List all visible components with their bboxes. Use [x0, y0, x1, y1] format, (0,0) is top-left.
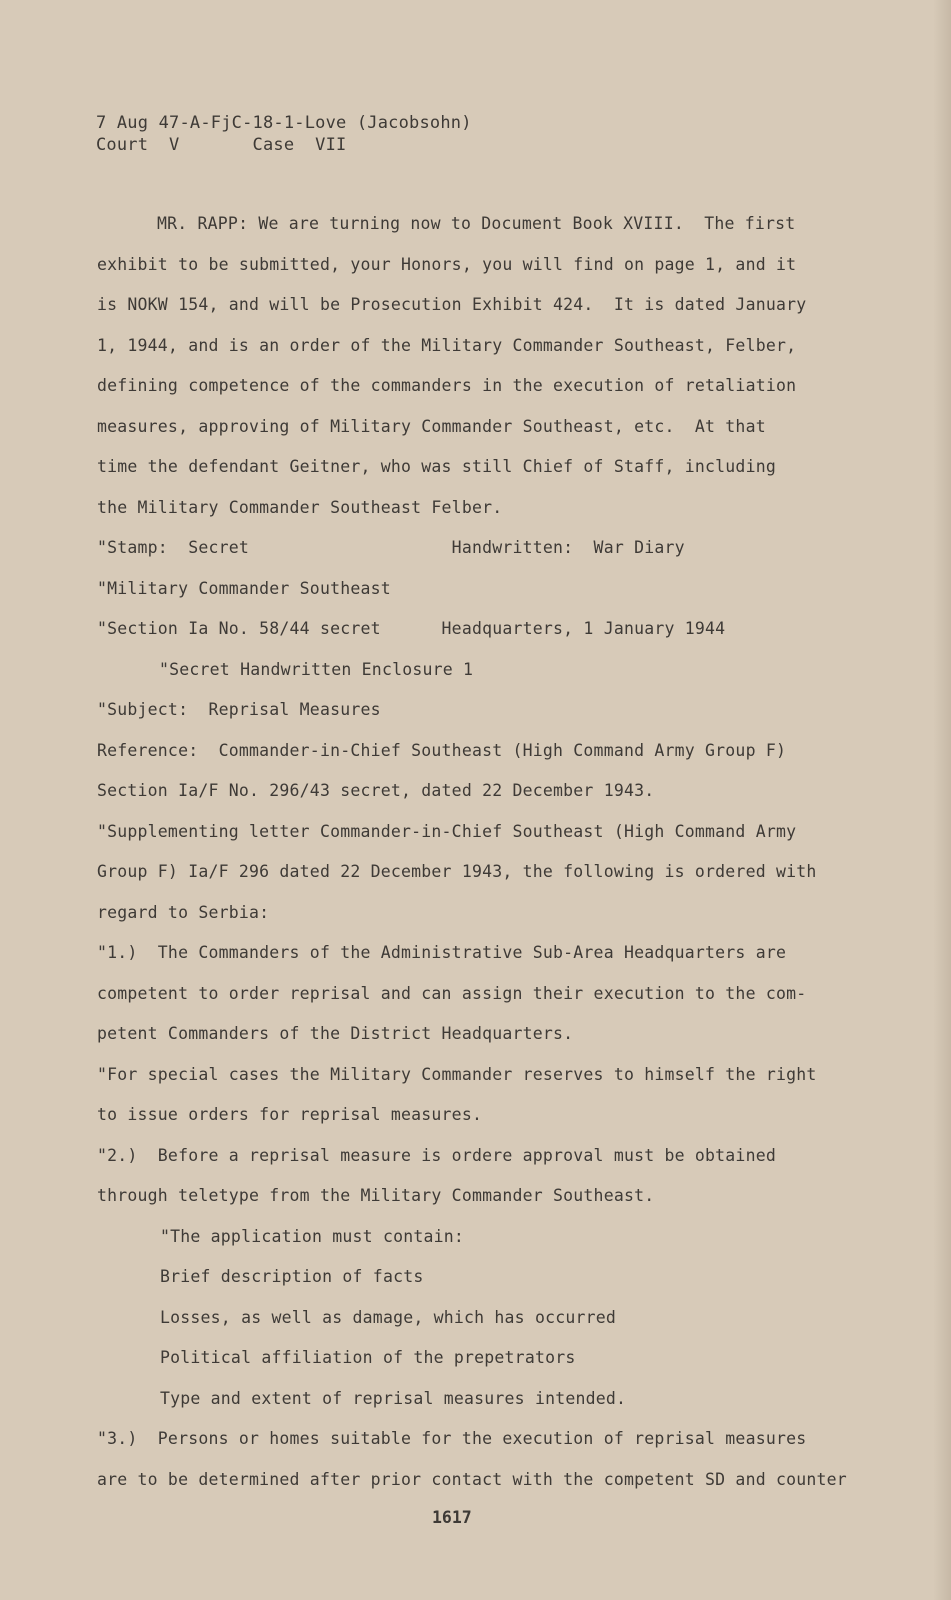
body-line: "Secret Handwritten Enclosure 1 — [159, 660, 474, 679]
body-line: "Stamp: Secret Handwritten: War Diary — [97, 538, 685, 557]
body-line: "3.) Persons or homes suitable for the execution of reprisal measures — [97, 1429, 807, 1448]
body-line: "The application must contain: — [160, 1227, 465, 1246]
body-line: to issue orders for reprisal measures. — [97, 1105, 483, 1124]
body-line: are to be determined after prior contact with the competent SD and counter — [97, 1470, 847, 1489]
body-line: the Military Commander Southeast Felber. — [97, 498, 503, 517]
body-line: measures, approving of Military Commander Southeast, etc. At that — [97, 417, 766, 436]
body-line: Political affiliation of the prepetrators — [160, 1348, 576, 1367]
body-line: Reference: Commander-in-Chief Southeast (High Command Army Group F) — [97, 741, 787, 760]
body-line: "For special cases the Military Commander reserves to himself the right — [97, 1065, 817, 1084]
body-line: "Subject: Reprisal Measures — [97, 700, 381, 719]
page-number: 1617 — [432, 1508, 472, 1527]
body-line: Section Ia/F No. 296/43 secret, dated 22 December 1943. — [97, 781, 655, 800]
body-line: is NOKW 154, and will be Prosecution Exhibit 424. It is dated January — [97, 295, 807, 314]
body-line: Brief description of facts — [160, 1267, 424, 1286]
body-line: Group F) Ia/F 296 dated 22 December 1943, the following is ordered with — [97, 862, 817, 881]
body-line: time the defendant Geitner, who was still Chief of Staff, including — [97, 457, 776, 476]
body-line: Type and extent of reprisal measures intended. — [160, 1389, 627, 1408]
body-line: petent Commanders of the District Headquarters. — [97, 1024, 574, 1043]
header-line-2: Court V Case VII — [96, 135, 347, 155]
body-line: Losses, as well as damage, which has occurred — [160, 1308, 617, 1327]
body-line: "Supplementing letter Commander-in-Chief Southeast (High Command Army — [97, 822, 797, 841]
body-line: through teletype from the Military Commander Southeast. — [97, 1186, 655, 1205]
body-line: competent to order reprisal and can assign their execution to the com- — [97, 984, 807, 1003]
body-line: "2.) Before a reprisal measure is ordere approval must be obtained — [97, 1146, 776, 1165]
body-line: 1, 1944, and is an order of the Military Commander Southeast, Felber, — [97, 336, 797, 355]
body-line: defining competence of the commanders in the execution of retaliation — [97, 376, 797, 395]
body-line: MR. RAPP: We are turning now to Document Book XVIII. The first — [157, 214, 796, 233]
header-line-1: 7 Aug 47-A-FjC-18-1-Love (Jacobsohn) — [96, 113, 472, 133]
body-line: "1.) The Commanders of the Administrative Sub-Area Headquarters are — [97, 943, 787, 962]
body-line: "Section Ia No. 58/44 secret Headquarters, 1 January 1944 — [97, 619, 726, 638]
body-line: "Military Commander Southeast — [97, 579, 391, 598]
body-line: exhibit to be submitted, your Honors, you will find on page 1, and it — [97, 255, 797, 274]
body-line: regard to Serbia: — [97, 903, 270, 922]
